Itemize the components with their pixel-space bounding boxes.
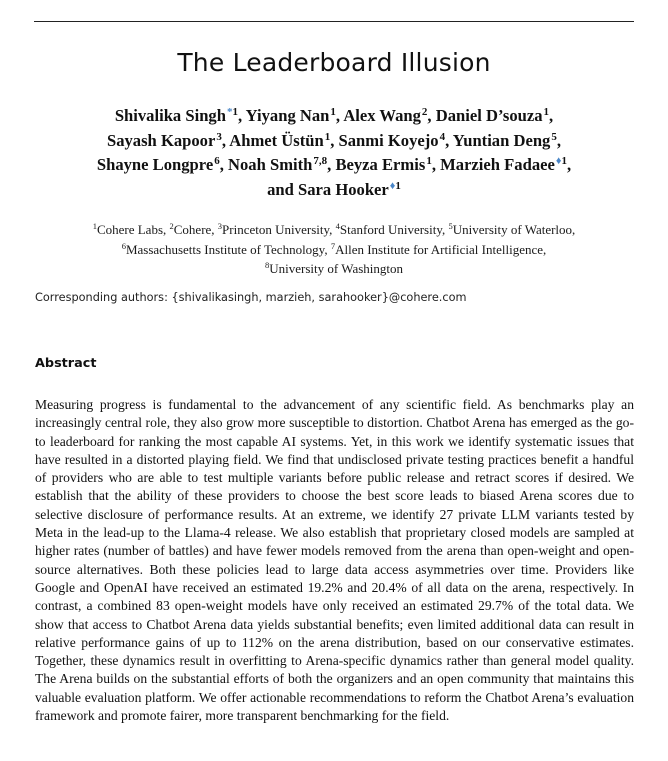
paper-title: The Leaderboard Illusion (177, 48, 491, 77)
author-name: Daniel D’souza (435, 106, 543, 125)
author-separator: , (219, 155, 229, 174)
author-affiliation-mark (313, 155, 327, 167)
author-name: Alex Wang (343, 106, 421, 125)
abstract-text: Measuring progress is fundamental to the advancement of any scientific field. As benchmarks play an increasingly central role, they also grow more susceptible to distortion. Chatbot Arena has emerged as the go-to leaderboard for ranking the most capable AI systems. Yet, in this work we identify systematic issues that have resulted in a distorted playing field. We find that undisclosed private testing practices benefit a handful of providers who are able to test multiple variants before public release and retract scores if desired. We establish that the ability of these providers to choose the best score leads to biased Arena scores due to selective disclosure of performance results. At an extreme, we identify 27 private LLM variants tested by Meta in the lead-up to the Llama-4 release. We also establish that proprietary closed models are sampled at higher rates (number of battles) and have fewer models removed from the arena than open-weight and open-source alternatives. Both these policies lead to large data access asymmetries over time. Providers like Google and OpenAI have received an estimated 19.2% and 20.4% of all data on the arena, respectively. In contrast, a combined 83 open-weight models have only received an estimated 29.7% of the total data. We show that access to Chatbot Arena data yields substantial benefits; even limited additional data can result in relative performance gains of up to 112% on the arena distribution, based on our conservative estimates. Together, these dynamics result in overfitting to Arena-specific dynamics rather than general model quality. The Arena builds on the substantial efforts of both the organizers and an open community that maintains this valuable evaluation platform. We offer actionable recommendations to reform the Chatbot Arena’s evaluation framework and promote fairer, more transparent benchmarking for the field. (35, 397, 634, 724)
affiliation-separator: , (329, 222, 336, 237)
affiliation-name: Massachusetts Institute of Technology (125, 241, 325, 257)
author (107, 131, 229, 150)
affiliation-number: 6 (121, 240, 126, 251)
affiliation (122, 242, 331, 257)
affiliation-number: 1 (232, 106, 238, 118)
affiliation-number: 4 (335, 221, 340, 231)
senior-author-diamond-icon: ♦ (389, 179, 396, 192)
affiliation (336, 222, 449, 237)
author (335, 155, 440, 174)
author (436, 106, 553, 125)
affiliation (448, 222, 575, 237)
affiliation-number: 2 (421, 106, 428, 118)
author-name: Sanmi Koyejo (338, 130, 439, 150)
affiliation-number: 5 (551, 130, 557, 143)
author-separator: , (427, 106, 436, 125)
abstract-heading: Abstract (35, 356, 97, 371)
author-separator: , (237, 106, 246, 125)
affiliation-name: Princeton University (222, 222, 330, 237)
affiliation-name: University of Waterloo (452, 222, 573, 237)
affiliation-number: 7 (330, 240, 336, 251)
author (97, 155, 228, 174)
affiliation-number: 6 (214, 155, 220, 167)
affiliation-number: 7,8 (313, 155, 328, 167)
affiliation-name: Cohere (173, 222, 212, 237)
author-name: Shayne Longpre (96, 155, 214, 174)
author-separator: , (549, 106, 554, 125)
affiliation-number: 8 (264, 260, 270, 270)
author-name: and Sara Hooker (267, 179, 389, 199)
affiliation-number: 1 (395, 179, 401, 192)
author-name: Sayash Kapoor (106, 130, 216, 150)
author-separator: , (556, 130, 562, 150)
author-name: Yiyang Nan (245, 106, 330, 125)
affiliation-number: 3 (216, 130, 222, 143)
affiliation-number: 4 (439, 130, 446, 143)
affiliation (93, 222, 170, 237)
author-name: Marzieh Fadaee (440, 155, 555, 174)
author (115, 106, 246, 125)
affiliation-name: Cohere Labs (96, 222, 163, 237)
author-affiliation-mark (227, 106, 238, 118)
affiliation-separator: , (441, 222, 449, 237)
author-name: Shivalika Singh (114, 106, 226, 125)
author-list (30, 104, 638, 202)
author-separator: , (327, 155, 336, 174)
affiliation-number: 1 (426, 155, 432, 167)
affiliation-number: 5 (448, 221, 453, 231)
affiliation-name: University of Washington (269, 261, 403, 276)
corresponding-authors: Corresponding authors: {shivalikasingh, marzieh, sarahooker}@cohere.com (35, 291, 467, 304)
author-separator: , (431, 155, 441, 174)
author-name: Ahmet Üstün (229, 130, 324, 150)
affiliation-number: 1 (92, 221, 97, 231)
affiliation (331, 242, 546, 257)
affiliation (218, 222, 336, 237)
affiliation (265, 261, 403, 276)
author-separator: , (330, 130, 339, 150)
affiliation-number: 1 (561, 155, 567, 167)
author-name: Beyza Ermis (335, 155, 426, 174)
affiliation-number: 1 (330, 106, 336, 118)
affiliation-separator: , (163, 222, 170, 237)
affiliation-separator: , (572, 222, 576, 237)
affiliation-separator: , (211, 222, 218, 237)
author-separator: , (335, 106, 344, 125)
author (229, 131, 338, 150)
author (440, 155, 571, 174)
affiliation-name: Allen Institute for Artificial Intelligence (335, 241, 544, 257)
author-separator: , (221, 130, 230, 150)
author (343, 106, 435, 125)
affiliation-separator: , (543, 241, 547, 257)
author-name: Noah Smith (228, 155, 313, 174)
author (339, 131, 453, 150)
affiliation-name: Stanford University (339, 222, 442, 237)
affiliation-list (30, 220, 638, 279)
author (267, 180, 401, 199)
author-affiliation-mark (556, 155, 567, 167)
top-rule (34, 21, 634, 22)
affiliation-number: 2 (169, 221, 174, 231)
author (453, 131, 561, 150)
author-separator: , (566, 155, 572, 174)
author-separator: , (445, 130, 453, 150)
affiliation-number: 3 (217, 221, 223, 231)
affiliation-number: 1 (324, 130, 331, 143)
equal-contribution-star-icon: * (226, 106, 233, 118)
affiliation (170, 222, 218, 237)
author (228, 155, 335, 174)
author-affiliation-mark (390, 180, 401, 192)
senior-author-diamond-icon: ♦ (555, 155, 562, 167)
affiliation-number: 1 (543, 106, 550, 118)
author-name: Yuntian Deng (452, 130, 551, 150)
author (246, 106, 344, 125)
affiliation-separator: , (324, 241, 331, 257)
